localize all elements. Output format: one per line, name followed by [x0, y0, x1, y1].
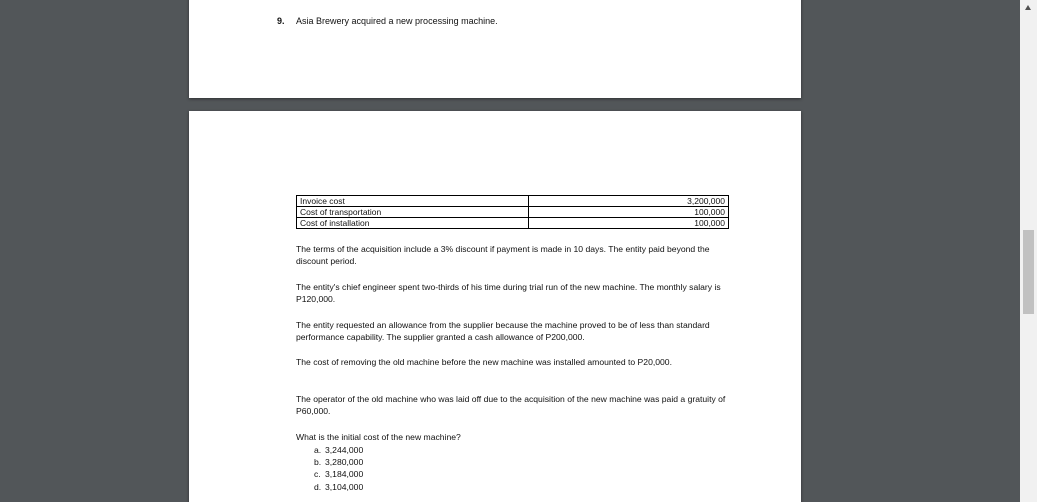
paragraph-removal-cost: The cost of removing the old machine before the new machine was installed amounted to P20,000. [296, 357, 672, 367]
document-page-1 [189, 0, 801, 98]
cost-amount: 100,000 [529, 218, 729, 229]
choice-value: 3,244,000 [325, 445, 364, 455]
question-title: Asia Brewery acquired a new processing machine. [296, 16, 498, 26]
table-row [297, 196, 729, 207]
choice-letter: a. [314, 445, 322, 455]
paragraph-engineer-salary: The entity's chief engineer spent two-thirds of his time during trial run of the new machine. The monthly salary is P120,000. [296, 282, 721, 305]
choice-letter: b. [314, 457, 322, 468]
choice-value: 3,184,000 [325, 469, 364, 480]
scroll-up-arrow-icon[interactable] [1025, 5, 1031, 10]
table-row [297, 218, 729, 229]
choice-value: 3,104,000 [325, 481, 364, 492]
list-item [314, 456, 363, 468]
list-item [314, 444, 363, 456]
paragraph-supplier-allowance: The entity requested an allowance from the supplier because the machine proved to be of less than standard performance capability. The supplier granted a cash allowance of P200,000. [296, 320, 710, 343]
cost-label: Invoice cost [297, 196, 529, 207]
question-prompt: What is the initial cost of the new machine? [296, 432, 461, 442]
paragraph-discount-terms: The terms of the acquisition include a 3% discount if payment is made in 10 days. The entity paid beyond the discount period. [296, 244, 710, 267]
cost-amount: 3,200,000 [529, 196, 729, 207]
choice-letter: c. [314, 469, 321, 480]
choice-letter: d. [314, 481, 322, 492]
scroll-thumb[interactable] [1023, 230, 1034, 314]
list-item [314, 468, 363, 480]
cost-label: Cost of transportation [297, 207, 529, 218]
answer-choices [314, 444, 363, 493]
question-number: 9. [277, 16, 285, 26]
cost-table [296, 195, 729, 229]
cost-amount: 100,000 [529, 207, 729, 218]
document-page-2 [189, 111, 801, 502]
table-row [297, 207, 729, 218]
cost-label: Cost of installation [297, 218, 529, 229]
paragraph-operator-gratuity: The operator of the old machine who was laid off due to the acquisition of the new machine was paid a gratuity of P60,000. [296, 394, 726, 417]
list-item [314, 481, 363, 493]
choice-value: 3,280,000 [325, 457, 364, 468]
question-heading [277, 16, 498, 26]
vertical-scrollbar[interactable] [1020, 0, 1037, 502]
